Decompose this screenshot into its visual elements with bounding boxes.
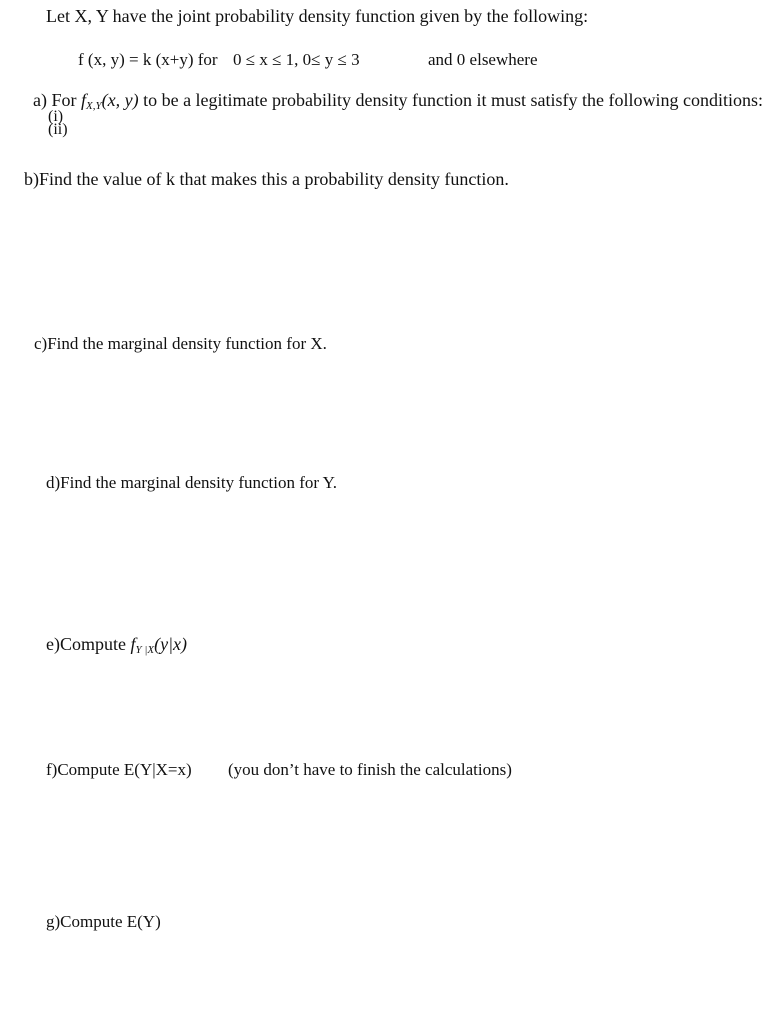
part-a-prefix: a) For [33,90,77,110]
part-e-question [46,635,187,656]
intro-text: Let X, Y have the joint probability density function given by the following: [46,6,589,26]
part-e-prefix: e)Compute [46,634,126,654]
part-f-question: f)Compute E(Y|X=x) [46,760,192,779]
part-d-question: d)Find the marginal density function for Y. [46,473,338,492]
part-a-question [33,91,763,112]
formula-lhs: f (x, y) = k (x+y) for [78,50,218,69]
part-a-function: $f_{X,Y}(x$, y) [81,90,139,112]
part-e-function: $f_{Y |X}(y|x)$ [130,634,188,656]
part-c-question: c)Find the marginal density function for X. [34,334,327,353]
condition-i-label: (i) [48,108,64,125]
condition-ii-label: (ii) [48,121,68,138]
formula-range: 0 ≤ x ≤ 1, 0≤ y ≤ 3 [233,50,360,69]
formula-elsewhere: and 0 elsewhere [428,50,538,69]
condition-list [48,110,68,136]
part-a-suffix: to be a legitimate probability density function it must satisfy the following conditions: [143,90,763,110]
part-b-question: b)Find the value of k that makes this a probability density function. [24,169,509,189]
part-g-question: g)Compute E(Y) [46,912,161,931]
part-f-note: (you don’t have to finish the calculations) [228,760,512,779]
